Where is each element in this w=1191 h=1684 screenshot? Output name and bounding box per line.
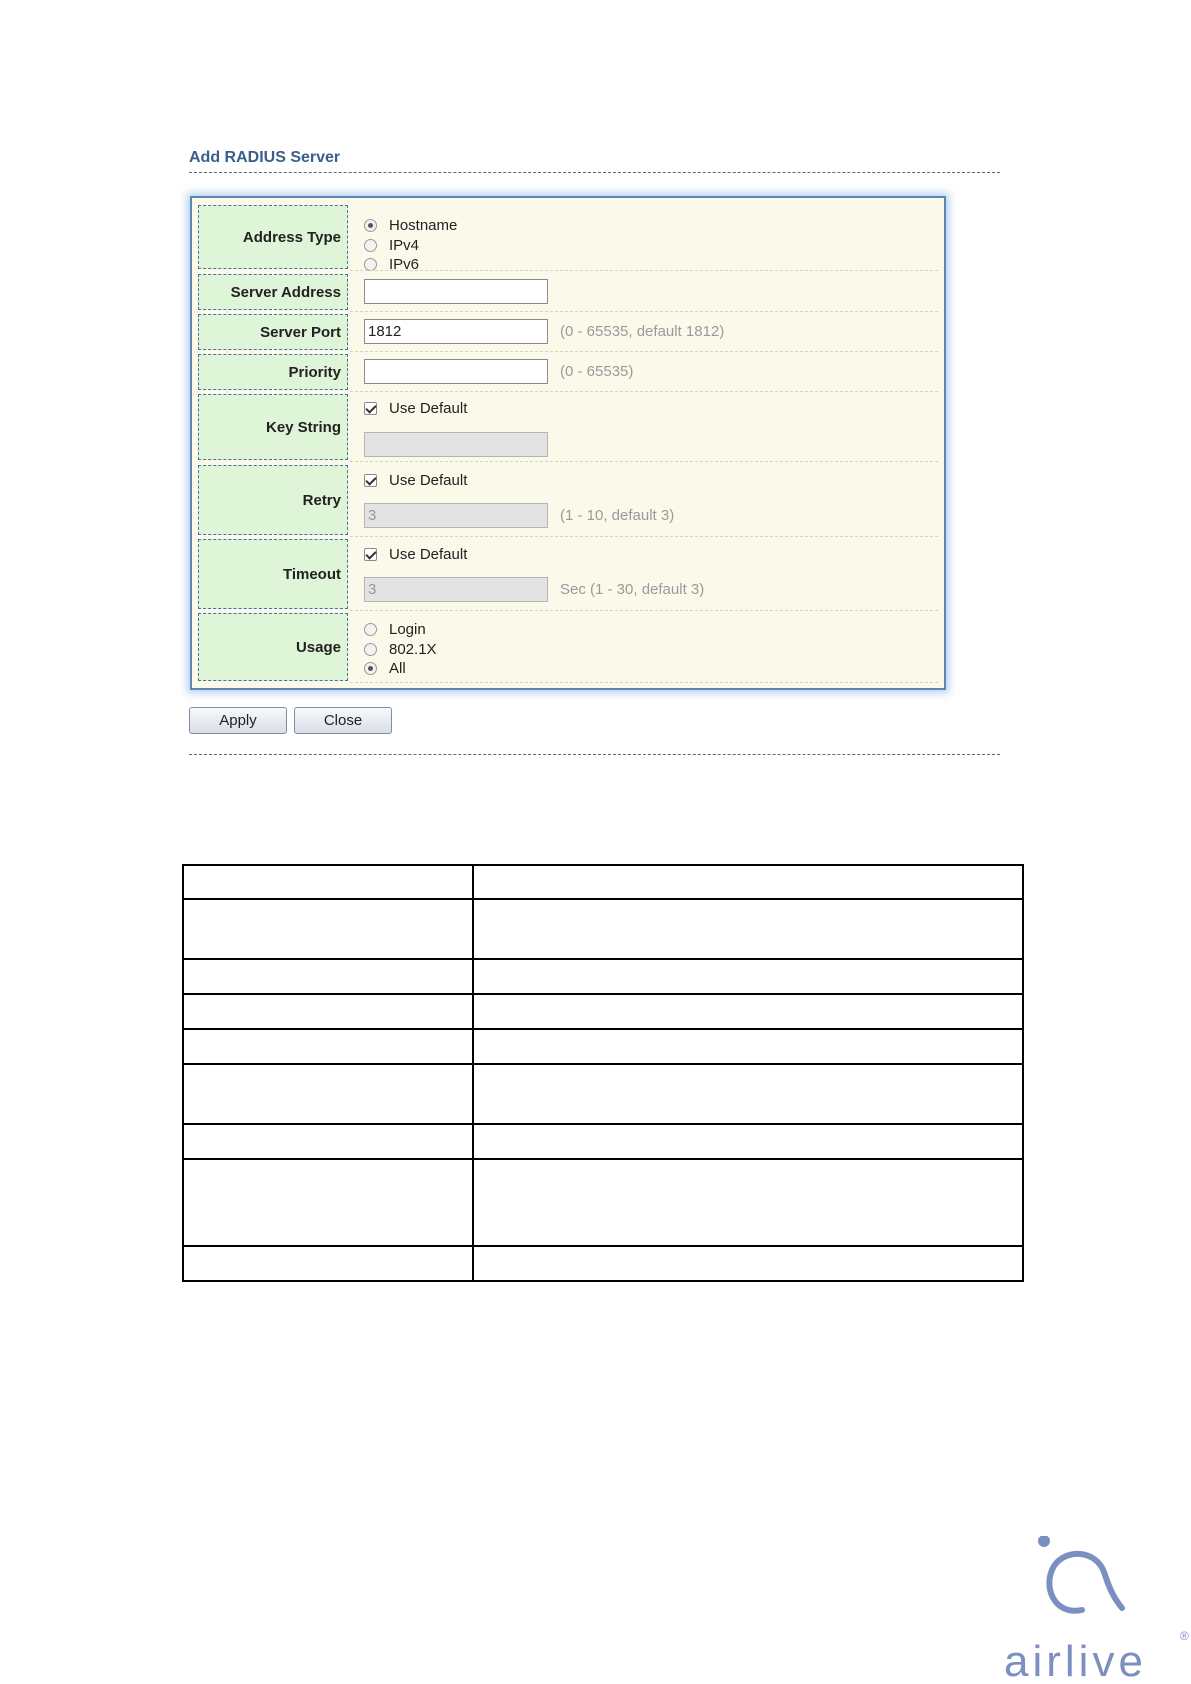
table-cell [183, 1246, 473, 1281]
table-cell [183, 899, 473, 959]
table-cell [473, 994, 1023, 1029]
timeout-label: Timeout [198, 539, 348, 609]
server-port-input[interactable] [364, 319, 548, 344]
8021x-radio[interactable] [364, 643, 377, 656]
table-row [183, 1029, 1023, 1064]
key-string-label: Key String [198, 394, 348, 460]
table-row [183, 865, 1023, 899]
timeout-row [198, 539, 938, 609]
usage-row [198, 613, 938, 681]
table-cell [183, 1064, 473, 1124]
timeout-use-default[interactable]: Use Default [364, 544, 467, 564]
close-button[interactable]: Close [294, 707, 392, 734]
svg-text:®: ® [1180, 1629, 1189, 1643]
login-radio[interactable] [364, 623, 377, 636]
server-port-label: Server Port [198, 314, 348, 350]
key-string-use-default[interactable]: Use Default [364, 398, 467, 418]
table-cell [473, 865, 1023, 899]
retry-label: Retry [198, 465, 348, 535]
all-radio[interactable] [364, 662, 377, 675]
retry-use-default[interactable]: Use Default [364, 470, 467, 490]
server-address-row [198, 274, 938, 310]
retry-use-default-checkbox[interactable] [364, 474, 377, 487]
timeout-input[interactable] [364, 577, 548, 602]
apply-button[interactable]: Apply [189, 707, 287, 734]
table-cell [183, 1029, 473, 1064]
address-type-hostname-option[interactable]: Hostname [364, 215, 457, 235]
key-string-input[interactable] [364, 432, 548, 457]
usage-label: Usage [198, 613, 348, 681]
table-cell [473, 1246, 1023, 1281]
table-row [183, 994, 1023, 1029]
priority-row [198, 354, 938, 390]
table-cell [183, 994, 473, 1029]
retry-row [198, 465, 938, 535]
server-address-label: Server Address [198, 274, 348, 310]
table-cell [473, 1029, 1023, 1064]
table-cell [473, 959, 1023, 994]
table-row [183, 899, 1023, 959]
title-divider [189, 172, 1000, 173]
table-cell [183, 1124, 473, 1159]
table-cell [183, 959, 473, 994]
airlive-logo [1004, 1536, 1190, 1684]
timeout-use-default-checkbox[interactable] [364, 548, 377, 561]
section-title: Add RADIUS Server [189, 149, 341, 166]
server-port-hint: (0 - 65535, default 1812) [560, 323, 725, 340]
address-type-label: Address Type [198, 205, 348, 269]
table-row [183, 1159, 1023, 1246]
usage-8021x-option[interactable]: 802.1X [364, 639, 437, 659]
address-type-ipv6-option[interactable]: IPv6 [364, 254, 419, 274]
timeout-hint: Sec (1 - 30, default 3) [560, 581, 705, 598]
priority-label: Priority [198, 354, 348, 390]
key-string-use-default-checkbox[interactable] [364, 402, 377, 415]
table-cell [473, 899, 1023, 959]
airlive-logo-text: airlive [1004, 1637, 1147, 1684]
table-cell [473, 1124, 1023, 1159]
table-row [183, 959, 1023, 994]
ipv6-radio[interactable] [364, 258, 377, 271]
key-string-row [198, 394, 938, 460]
server-port-row [198, 314, 938, 350]
bottom-divider [189, 754, 1000, 755]
add-radius-server-form [190, 196, 946, 690]
retry-input[interactable] [364, 503, 548, 528]
table-row [183, 1064, 1023, 1124]
table-cell [473, 1064, 1023, 1124]
usage-login-option[interactable]: Login [364, 619, 426, 639]
usage-all-option[interactable]: All [364, 658, 406, 678]
table-cell [183, 1159, 473, 1246]
priority-hint: (0 - 65535) [560, 363, 634, 380]
parameter-table [182, 864, 1024, 1282]
address-type-ipv4-option[interactable]: IPv4 [364, 235, 419, 255]
table-cell [183, 865, 473, 899]
server-address-input[interactable] [364, 279, 548, 304]
table-cell [473, 1159, 1023, 1246]
priority-input[interactable] [364, 359, 548, 384]
retry-hint: (1 - 10, default 3) [560, 507, 675, 524]
address-type-row [198, 205, 938, 273]
table-row [183, 1124, 1023, 1159]
table-row [183, 1246, 1023, 1281]
hostname-radio[interactable] [364, 219, 377, 232]
ipv4-radio[interactable] [364, 239, 377, 252]
